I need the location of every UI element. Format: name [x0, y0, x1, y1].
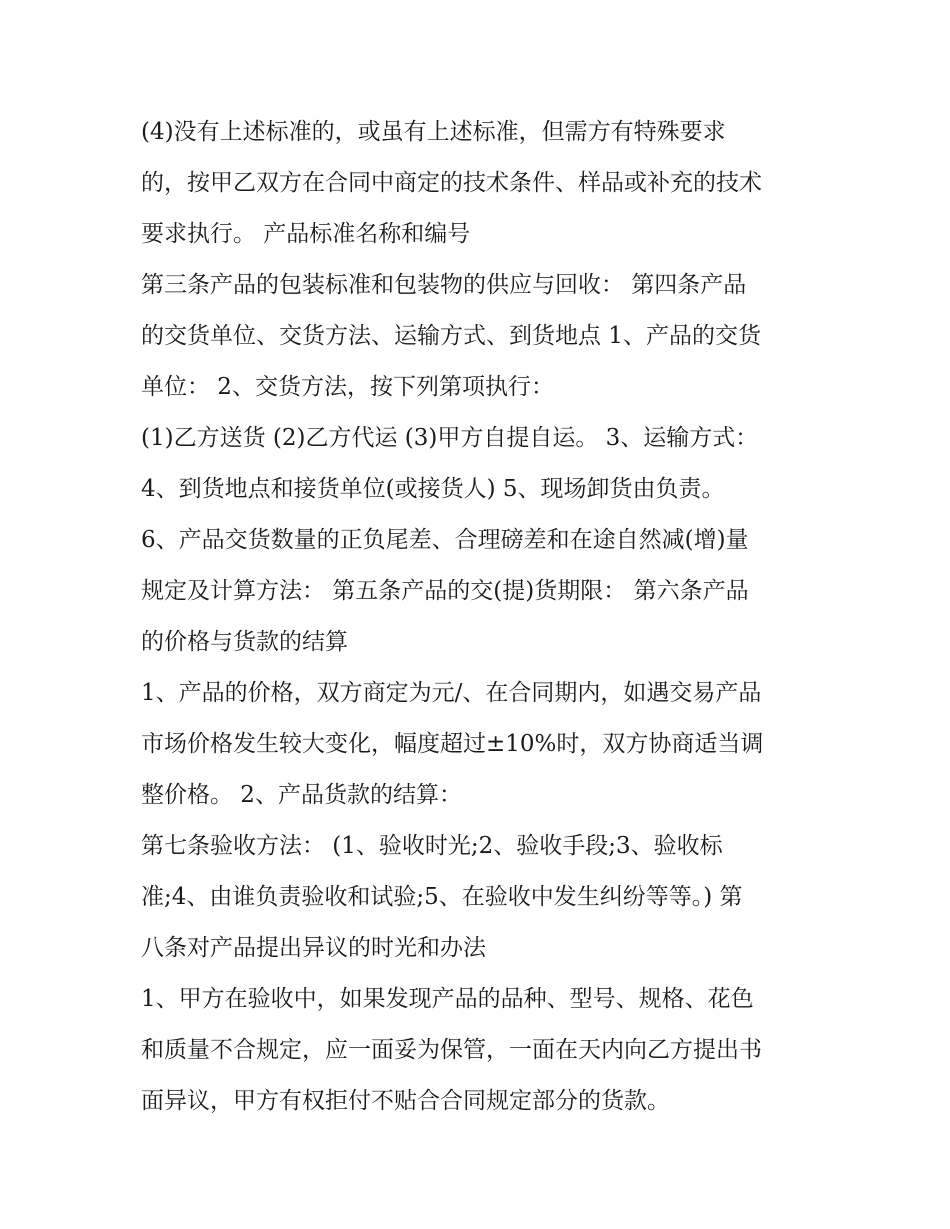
text-line: 第三条产品的包装标准和包装物的供应与回收： 第四条产品: [141, 272, 747, 298]
text-line: 4、到货地点和接货单位(或接货人) 5、现场卸货由负责。: [141, 476, 725, 502]
text-line: (4)没有上述标准的，或虽有上述标准，但需方有特殊要求: [141, 119, 726, 145]
text-line: 6、产品交货数量的正负尾差、合理磅差和在途自然减(增)量: [141, 527, 749, 553]
text-line: 的价格与货款的结算: [141, 629, 348, 655]
text-line: 和质量不合规定，应一面妥为保管，一面在天内向乙方提出书: [141, 1037, 762, 1063]
text-line: 面异议，甲方有权拒付不贴合合同规定部分的货款。: [141, 1088, 670, 1114]
text-line: 的，按甲乙双方在合同中商定的技术条件、样品或补充的技术: [141, 170, 762, 196]
text-line: (1)乙方送货 (2)乙方代运 (3)甲方自提自运。 3、运输方式：: [141, 425, 759, 451]
document-body: [141, 107, 821, 1127]
text-line: 市场价格发生较大变化，幅度超过±10%时，双方协商适当调: [141, 731, 764, 757]
text-line: 八条对产品提出异议的时光和办法: [141, 935, 486, 961]
text-line: 第七条验收方法： (1、验收时光;2、验收手段;3、验收标: [141, 833, 723, 859]
text-line: 规定及计算方法： 第五条产品的交(提)货期限： 第六条产品: [141, 578, 749, 604]
text-line: 要求执行。 产品标准名称和编号: [141, 221, 471, 247]
text-line: 的交货单位、交货方法、运输方式、到货地点 1、产品的交货: [141, 323, 761, 349]
text-line: 整价格。 2、产品货款的结算：: [141, 782, 462, 808]
text-line: 1、产品的价格，双方商定为元/、在合同期内，如遇交易产品: [141, 680, 762, 706]
text-line: 单位： 2、交货方法，按下列第项执行：: [141, 374, 554, 400]
text-line: 准;4、由谁负责验收和试验;5、在验收中发生纠纷等等。) 第: [141, 884, 743, 910]
text-line: 1、甲方在验收中，如果发现产品的品种、型号、规格、花色: [141, 986, 754, 1012]
